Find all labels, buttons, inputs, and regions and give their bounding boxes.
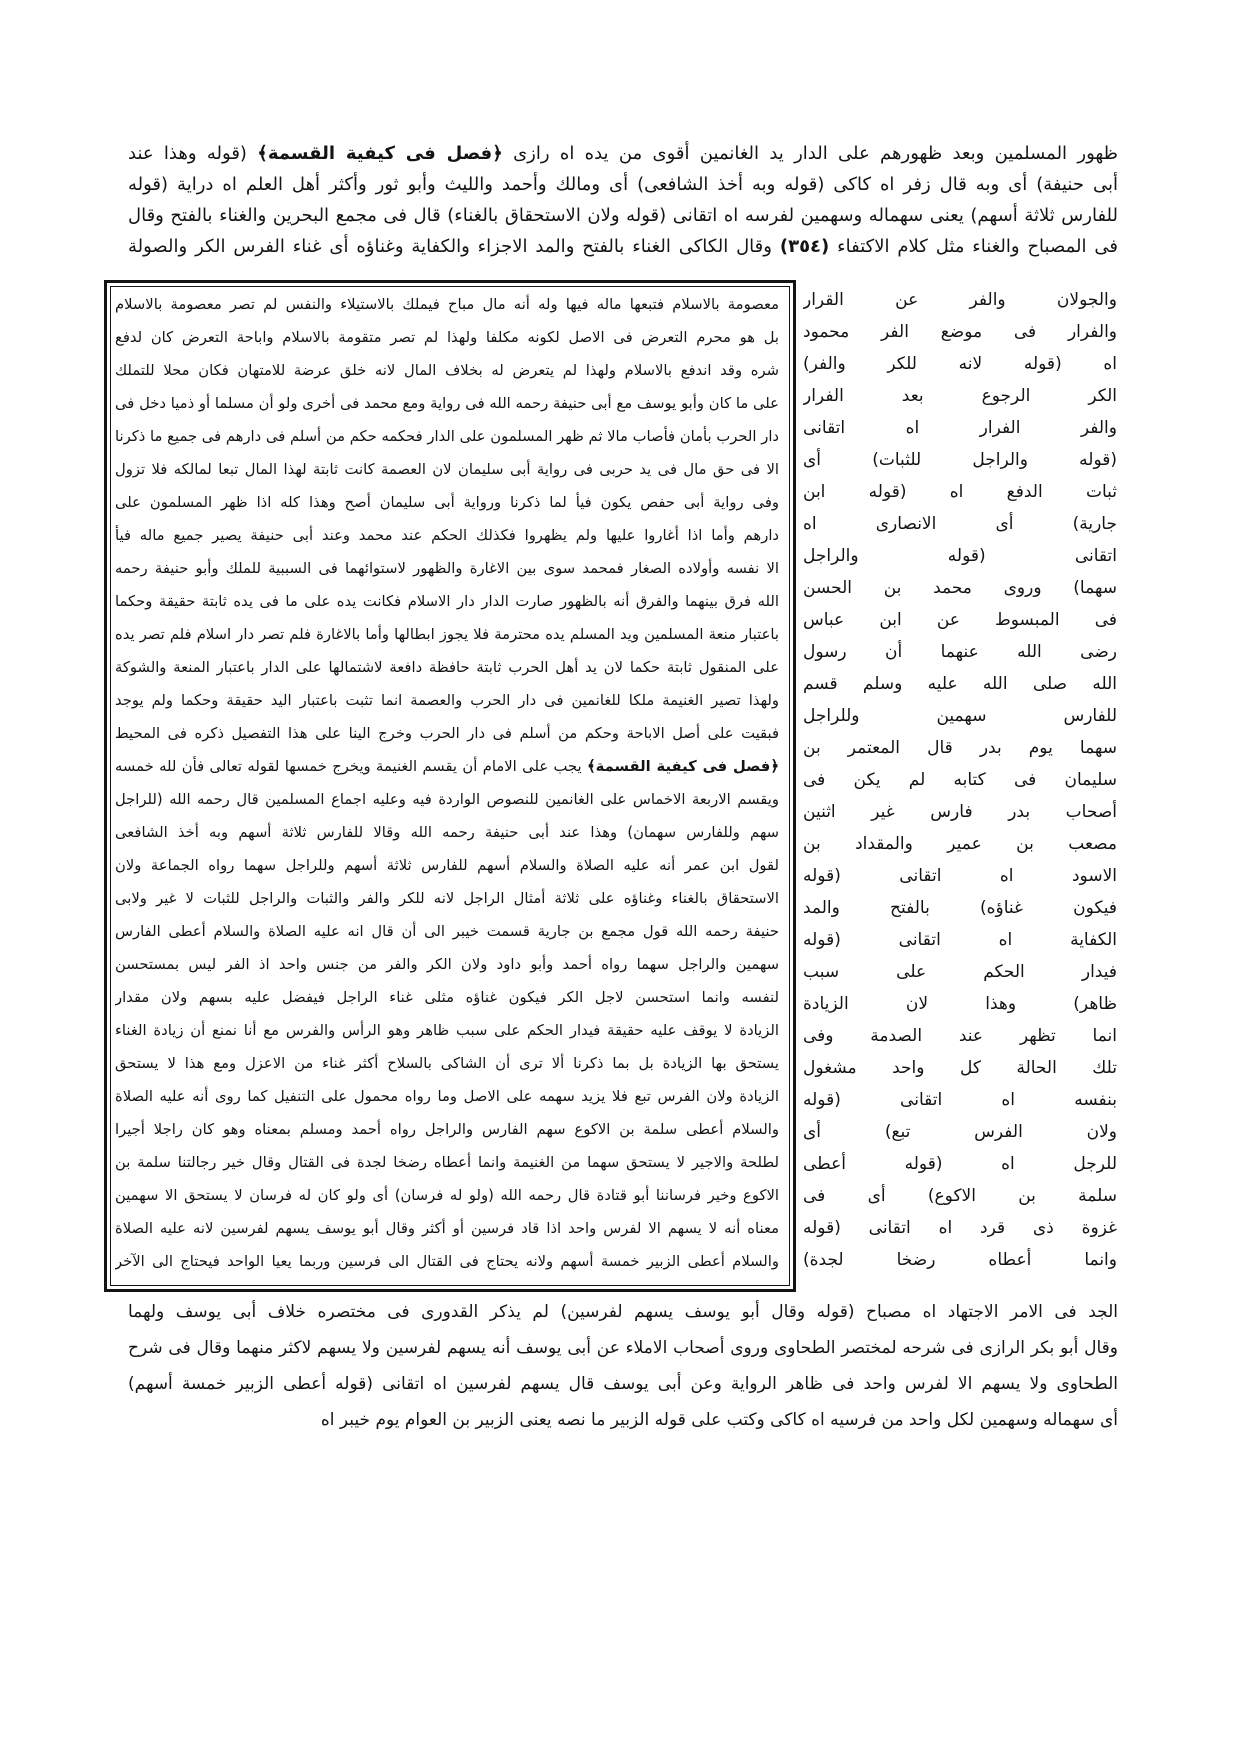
main-text-line: فبقيت على أصل الاباحة وحكم من أسلم فى دار الحرب وخرج الينا على هذا التفصيل ذكره فى المحيط: [115, 725, 779, 742]
top-commentary-text: وقال الكاكى الغناء بالفتح والمد الاجزاء والكفاية وغناؤه أى غناء الفرس الكر والصولة: [128, 236, 772, 257]
main-text-line: الا فى حق مال فى يد حربى فى رواية أبى سليمان لان العصمة كانت ثابتة لهذا المال تبعا لمالكه فلا تزول: [115, 461, 779, 478]
main-text-line: ولهذا تصير الغنيمة ملكا للغانمين فى دار الحرب والعصمة انما تثبت باعتبار اليد حقيقة وحكما ولم يوجد: [115, 692, 779, 709]
top-commentary-text: فى المصباح والغناء مثل كلام الاكتفاء: [837, 236, 1118, 257]
margin-commentary-line: سهما) وروى محمد بن الحسن: [803, 578, 1117, 598]
margin-commentary-line: الكر الرجوع بعد الفرار: [803, 386, 1117, 406]
margin-commentary-line: سلمة بن الاكوع) أى فى: [803, 1186, 1117, 1206]
main-text-line: على ما كان وأبو يوسف مع أبى حنيفة رحمه الله فى رواية ومع محمد فى أخرى ولو أن مسلما أو ذميا دخل فى: [115, 395, 779, 412]
main-text-line: سهمين والراجل سهما رواه أحمد وأبو داود ولان الكر والفر من جنس واحد اذ الفر ليس بمستحسن: [115, 956, 779, 973]
margin-commentary: [803, 284, 1117, 1276]
top-commentary-line: أبى حنيفة) أى وبه قال زفر اه كاكى (قوله وبه أخذ الشافعى) أى ومالك وأحمد والليث وأبو ثور وأكثر أهل العلم اه دراية (قوله: [128, 174, 1118, 195]
margin-commentary-line: جارية) أى الانصارى اه: [803, 514, 1117, 534]
margin-commentary-line: والجولان والفر عن القرار: [803, 290, 1117, 310]
main-text-line: معصومة بالاسلام فتبعها ماله فيها وله أنه مال مباح فيملك بالاستيلاء والنفس لم تصر معصومة بالاسلام: [115, 296, 779, 313]
top-commentary-line: للفارس ثلاثة أسهم) يعنى سهماله وسهمين لفرسه اه اتقانى (قوله ولان الاستحقاق بالغناء) قال فى مجمع البحرين والغناء بالفتح وقال: [128, 205, 1118, 226]
margin-commentary-line: مصعب بن عمير والمقداد بن: [803, 834, 1117, 854]
bottom-commentary: [128, 1294, 1118, 1438]
margin-commentary-line: وانما أعطاه رضخا لجدة): [803, 1250, 1117, 1270]
main-text-line: والسلام أعطى سلمة بن الاكوع سهم الفارس والراجل رواه أحمد ومسلم بمعناه وهو كان راجلا أجيرا: [115, 1121, 779, 1138]
margin-commentary-line: سهما يوم بدر قال المعتمر بن: [803, 738, 1117, 758]
margin-commentary-line: ثبات الدفع اه (قوله ابن: [803, 482, 1117, 502]
main-text-line: حنيفة رحمه الله قول مجمع بن جارية قسمت خيبر الى أن قال انه عليه الصلاة والسلام أعطى الفارس: [115, 923, 779, 940]
main-text-line: الزيادة لا يوقف عليه حقيقة فيدار الحكم على سبب ظاهر وهو الرأس والفرس مع أنا نمنع أن زيادة الغناء: [115, 1022, 779, 1039]
main-text-line: على المنقول ثابتة حكما لان يد أهل الحرب ثابتة حافظة دافعة لاشتمالها على الدار باعتبار المنعة والشوكة: [115, 659, 779, 676]
main-text-line: شره وقد اندفع بالاسلام ولهذا لم يتعرض له بخلاف المال لانه خلق عرضة للامتهان فكان محلا للتملك: [115, 362, 779, 379]
bottom-commentary-line: الطحاوى ولا يسهم الا لفرس واحد فى ظاهر الرواية وعن أبى يوسف قال يسهم لفرسين اه اتقانى (قوله أعطى الزبير خمسة أسهم): [128, 1374, 1118, 1394]
main-text-line: ويقسم الاربعة الاخماس على الغانمين للنصوص الواردة فيه وعليه اجماع المسلمين قال رحمه الله (للراجل: [115, 791, 779, 808]
page-number: (٣٥٤): [779, 236, 830, 257]
margin-commentary-line: غزوة ذى قرد اه اتقانى (قوله: [803, 1218, 1117, 1238]
section-heading: ﴿فصل فى كيفية القسمة﴾: [257, 143, 503, 164]
main-text-content: يجب على الامام أن يقسم الغنيمة ويخرج خمسها لقوله تعالى فأن لله خمسه: [115, 758, 582, 775]
main-text-line: لقول ابن عمر أنه عليه الصلاة والسلام أسهم للفارس ثلاثة أسهم وللراجل سهما رواه الجماعة ولان: [115, 857, 779, 874]
margin-commentary-line: الكفاية اه اتقانى (قوله: [803, 930, 1117, 950]
margin-commentary-line: فيكون غناؤه) بالفتح والمد: [803, 898, 1117, 918]
main-text-line: بل هو محرم التعرض فى الاصل لكونه مكلفا ولهذا لم تصر متقومة بالاسلام واباحة التعرض كان لدفع: [115, 329, 779, 346]
main-text-line: باعتبار منعة المسلمين ويد المسلم يده محترمة فلا يجوز ابطالها وأما بالاغارة فلم تصر دار اسلام فلم تصر يده: [115, 626, 779, 643]
margin-commentary-line: اتقانى (قوله والراجل: [803, 546, 1117, 566]
margin-commentary-line: فيدار الحكم على سبب: [803, 962, 1117, 982]
main-text-line: يستحق بها الزيادة بل بما ذكرنا ألا ترى أن الشاكى بالسلاح أكثر غناء من الاعزل ومع هذا لا يستحق: [115, 1055, 779, 1072]
margin-commentary-line: رضى الله عنهما أن رسول: [803, 642, 1117, 662]
main-text-line: الله فرق بينهما والفرق أنه بالظهور صارت الدار دار الاسلام فكانت يده على ما فى يده ثابتة حقيقة وحكما: [115, 593, 779, 610]
top-commentary: [128, 138, 1118, 262]
margin-commentary-line: الله صلى الله عليه وسلم قسم: [803, 674, 1117, 694]
main-text-line: دار الحرب بأمان فأصاب مالا ثم ظهر المسلمون على الدار فحكمه حكم من أسلم فى دارهم فى جميع ما ذكرنا: [115, 428, 779, 445]
margin-commentary-line: بنفسه اه اتقانى (قوله: [803, 1090, 1117, 1110]
main-text-line: الاكوع وخير فرساننا أبو قتادة قال رحمه الله (ولو له فرسان) أى ولو كان له فرسان لا يستحق الا سهمين: [115, 1187, 779, 1204]
top-commentary-line: [128, 138, 1118, 169]
main-text-line: وفى رواية أبى حفص يكون فيأ لما ذكرنا ورواية أبى سليمان أصح وهذا كله اذا ظهر المسلمون على: [115, 494, 779, 511]
section-heading: ﴿فصل فى كيفية القسمة﴾: [587, 758, 779, 775]
main-text-line: معناه أنه لا يسهم الا لفرس واحد اذا قاد فرسين أو أكثر وقال أبو يوسف يسهم لفرسين لانه عليه الصلاة: [115, 1220, 779, 1237]
margin-commentary-line: والفر الفرار اه اتقانى: [803, 418, 1117, 438]
margin-commentary-line: للرجل اه (قوله أعطى: [803, 1154, 1117, 1174]
margin-commentary-line: تلك الحالة كل واحد مشغول: [803, 1058, 1117, 1078]
bottom-commentary-line: وقال أبو بكر الرازى فى شرحه لمختصر الطحاوى وروى أصحاب الاملاء عن أبى يوسف أنه يسهم لفرسين ولا يسهم لاكثر منهما وقال فى شرح: [128, 1338, 1118, 1358]
margin-commentary-line: ظاهر) وهذا لان الزيادة: [803, 994, 1117, 1014]
top-commentary-text: (قوله وهذا عند: [128, 143, 247, 164]
main-text-line: لطلحة والاجير لا يستحق سهما من الغنيمة وانما أعطاه رضخا لجدة فى القتال وقال خير رجالتنا سلمة بن: [115, 1154, 779, 1171]
margin-commentary-line: سليمان فى كتابه لم يكن فى: [803, 770, 1117, 790]
main-text-line: الا نفسه وأولاده الصغار فمحمد سوى بين الاغارة والظهور لاستوائهما فى السببية للملك وأبو حنيفة رحمه: [115, 560, 779, 577]
margin-commentary-line: (قوله والراجل للثبات) أى: [803, 450, 1117, 470]
margin-commentary-line: فى المبسوط عن ابن عباس: [803, 610, 1117, 630]
main-text: [115, 288, 779, 1278]
main-text-line: لنفسه وانما استحسن لاجل الكر فيكون غناؤه مثلى غناء الراجل فيفضل عليه بسهم ولان مقدار: [115, 989, 779, 1006]
margin-commentary-line: أصحاب بدر فارس غير اثنين: [803, 802, 1117, 822]
main-text-line: الزيادة ولان الفرس تبع فلا يزيد سهمه على الاصل وما رواه محمول على التنفيل كما روى أنه عليه الصلاة: [115, 1088, 779, 1105]
top-commentary-line: [128, 231, 1118, 262]
main-text-line: [115, 750, 779, 783]
margin-commentary-line: الاسود اه اتقانى (قوله: [803, 866, 1117, 886]
main-text-line: والسلام أعطى الزبير خمسة أسهم ولانه يحتاج فى القتال الى فرسين وربما يعيا الواحد فيحتاج الى الآخر: [115, 1253, 779, 1270]
main-text-line: دارهم وأما اذا أغاروا عليها ولم يظهروا فكذلك الحكم عند محمد وعند أبى حنيفة يصير جميع ماله فيأ: [115, 527, 779, 544]
margin-commentary-line: والفرار فى موضع الفر محمود: [803, 322, 1117, 342]
main-text-frame: [104, 280, 796, 1292]
margin-commentary-line: للفارس سهمين وللراجل: [803, 706, 1117, 726]
main-text-line: سهم وللفارس سهمان) وهذا عند أبى حنيفة رحمه الله وقالا للفارس ثلاثة أسهم وبه أخذ الشافعى: [115, 824, 779, 841]
top-commentary-text: ظهور المسلمين وبعد ظهورهم على الدار يد الغانمين أقوى من يده اه رازى: [513, 143, 1118, 164]
main-text-line: الاستحقاق بالغناء وغناؤه على ثلاثة أمثال الراجل لانه للكر والفر والثبات والراجل للثبات لا غير ولابى: [115, 890, 779, 907]
margin-commentary-line: انما تظهر عند الصدمة وفى: [803, 1026, 1117, 1046]
bottom-commentary-line: أى سهماله وسهمين لكل واحد من فرسيه اه كاكى وكتب على قوله الزبير ما نصه يعنى الزبير بن العوام يوم خيبر اه: [320, 1410, 1118, 1430]
bottom-commentary-line: الجد فى الامر الاجتهاد اه مصباح (قوله وقال أبو يوسف يسهم لفرسين) لم يذكر القدورى فى مختصره خلاف أبى يوسف ولهما: [128, 1302, 1118, 1322]
margin-commentary-line: اه (قوله لانه للكر والفر): [803, 354, 1117, 374]
margin-commentary-line: ولان الفرس تبع) أى: [803, 1122, 1117, 1142]
